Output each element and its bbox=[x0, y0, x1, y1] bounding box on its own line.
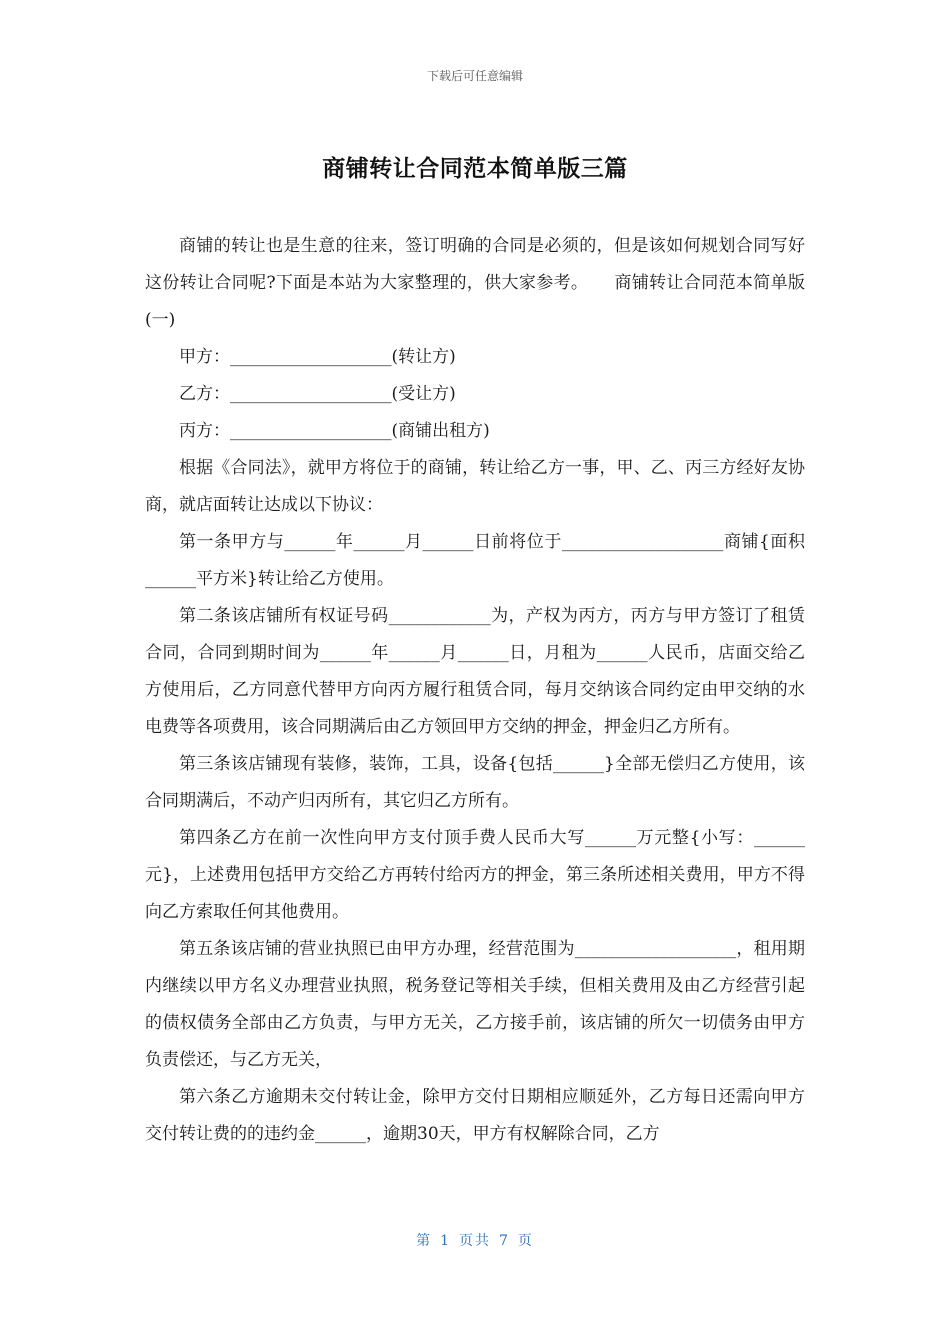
footer-prefix: 第 bbox=[416, 1233, 433, 1249]
article-2: 第二条该店铺所有权证号码____________为，产权为丙方，丙方与甲方签订了租赁合同，合同到期时间为______年______月______日，月租为______人民币，店面交给乙方使用后，乙方同意代替甲方向丙方履行租赁合同，每月交纳该合同约定由甲交纳的水电费等各项费用，该合同期满后由乙方领回甲方交纳的押金，押金归乙方所有。 bbox=[145, 606, 805, 737]
intro-paragraph: 商铺的转让也是生意的往来，签订明确的合同是必须的，但是该如何规划合同写好这份转让合同呢?下面是本站为大家整理的，供大家参考。 商铺转让合同范本简单版(一) bbox=[145, 236, 805, 330]
footer-suffix: 页 bbox=[517, 1233, 534, 1249]
document-body bbox=[145, 228, 805, 1153]
page-footer bbox=[0, 1230, 950, 1250]
article-4: 第四条乙方在前一次性向甲方支付顶手费人民币大写______万元整{小写：______元}，上述费用包括甲方交给乙方再转付给丙方的押金，第三条所述相关费用，甲方不得向乙方索取任何其他费用。 bbox=[145, 828, 805, 922]
current-page-number: 1 bbox=[440, 1233, 451, 1249]
party-b-line: 乙方：___________________(受让方) bbox=[179, 384, 456, 404]
header-note: 下载后可任意编辑 bbox=[426, 69, 523, 83]
document-title: 商铺转让合同范本简单版三篇 bbox=[322, 156, 628, 182]
party-a-line: 甲方：___________________(转让方) bbox=[179, 347, 456, 367]
article-6: 第六条乙方逾期未交付转让金，除甲方交付日期相应顺延外，乙方每日还需向甲方交付转让费的的违约金______，逾期30天，甲方有权解除合同，乙方 bbox=[145, 1087, 805, 1144]
preamble-paragraph: 根据《合同法》，就甲方将位于的商铺，转让给乙方一事，甲、乙、丙三方经好友协商，就店面转让达成以下协议： bbox=[145, 458, 805, 515]
article-5: 第五条该店铺的营业执照已由甲方办理，经营范围为___________________，租用期内继续以甲方名义办理营业执照，税务登记等相关手续，但相关费用及由乙方经营引起的债权债务全部由乙方负责，与甲方无关，乙方接手前，该店铺的所欠一切债务由甲方负责偿还，与乙方无关， bbox=[145, 939, 805, 1070]
party-c-line: 丙方：___________________(商铺出租方) bbox=[179, 421, 490, 441]
article-1: 第一条甲方与______年______月______日前将位于___________________商铺{面积______平方米}转让给乙方使用。 bbox=[145, 532, 805, 589]
footer-middle: 页共 bbox=[459, 1233, 491, 1249]
total-pages-number: 7 bbox=[499, 1233, 510, 1249]
article-3: 第三条该店铺现有装修，装饰，工具，设备{包括______}全部无偿归乙方使用，该合同期满后，不动产归丙所有，其它归乙方所有。 bbox=[145, 754, 805, 811]
